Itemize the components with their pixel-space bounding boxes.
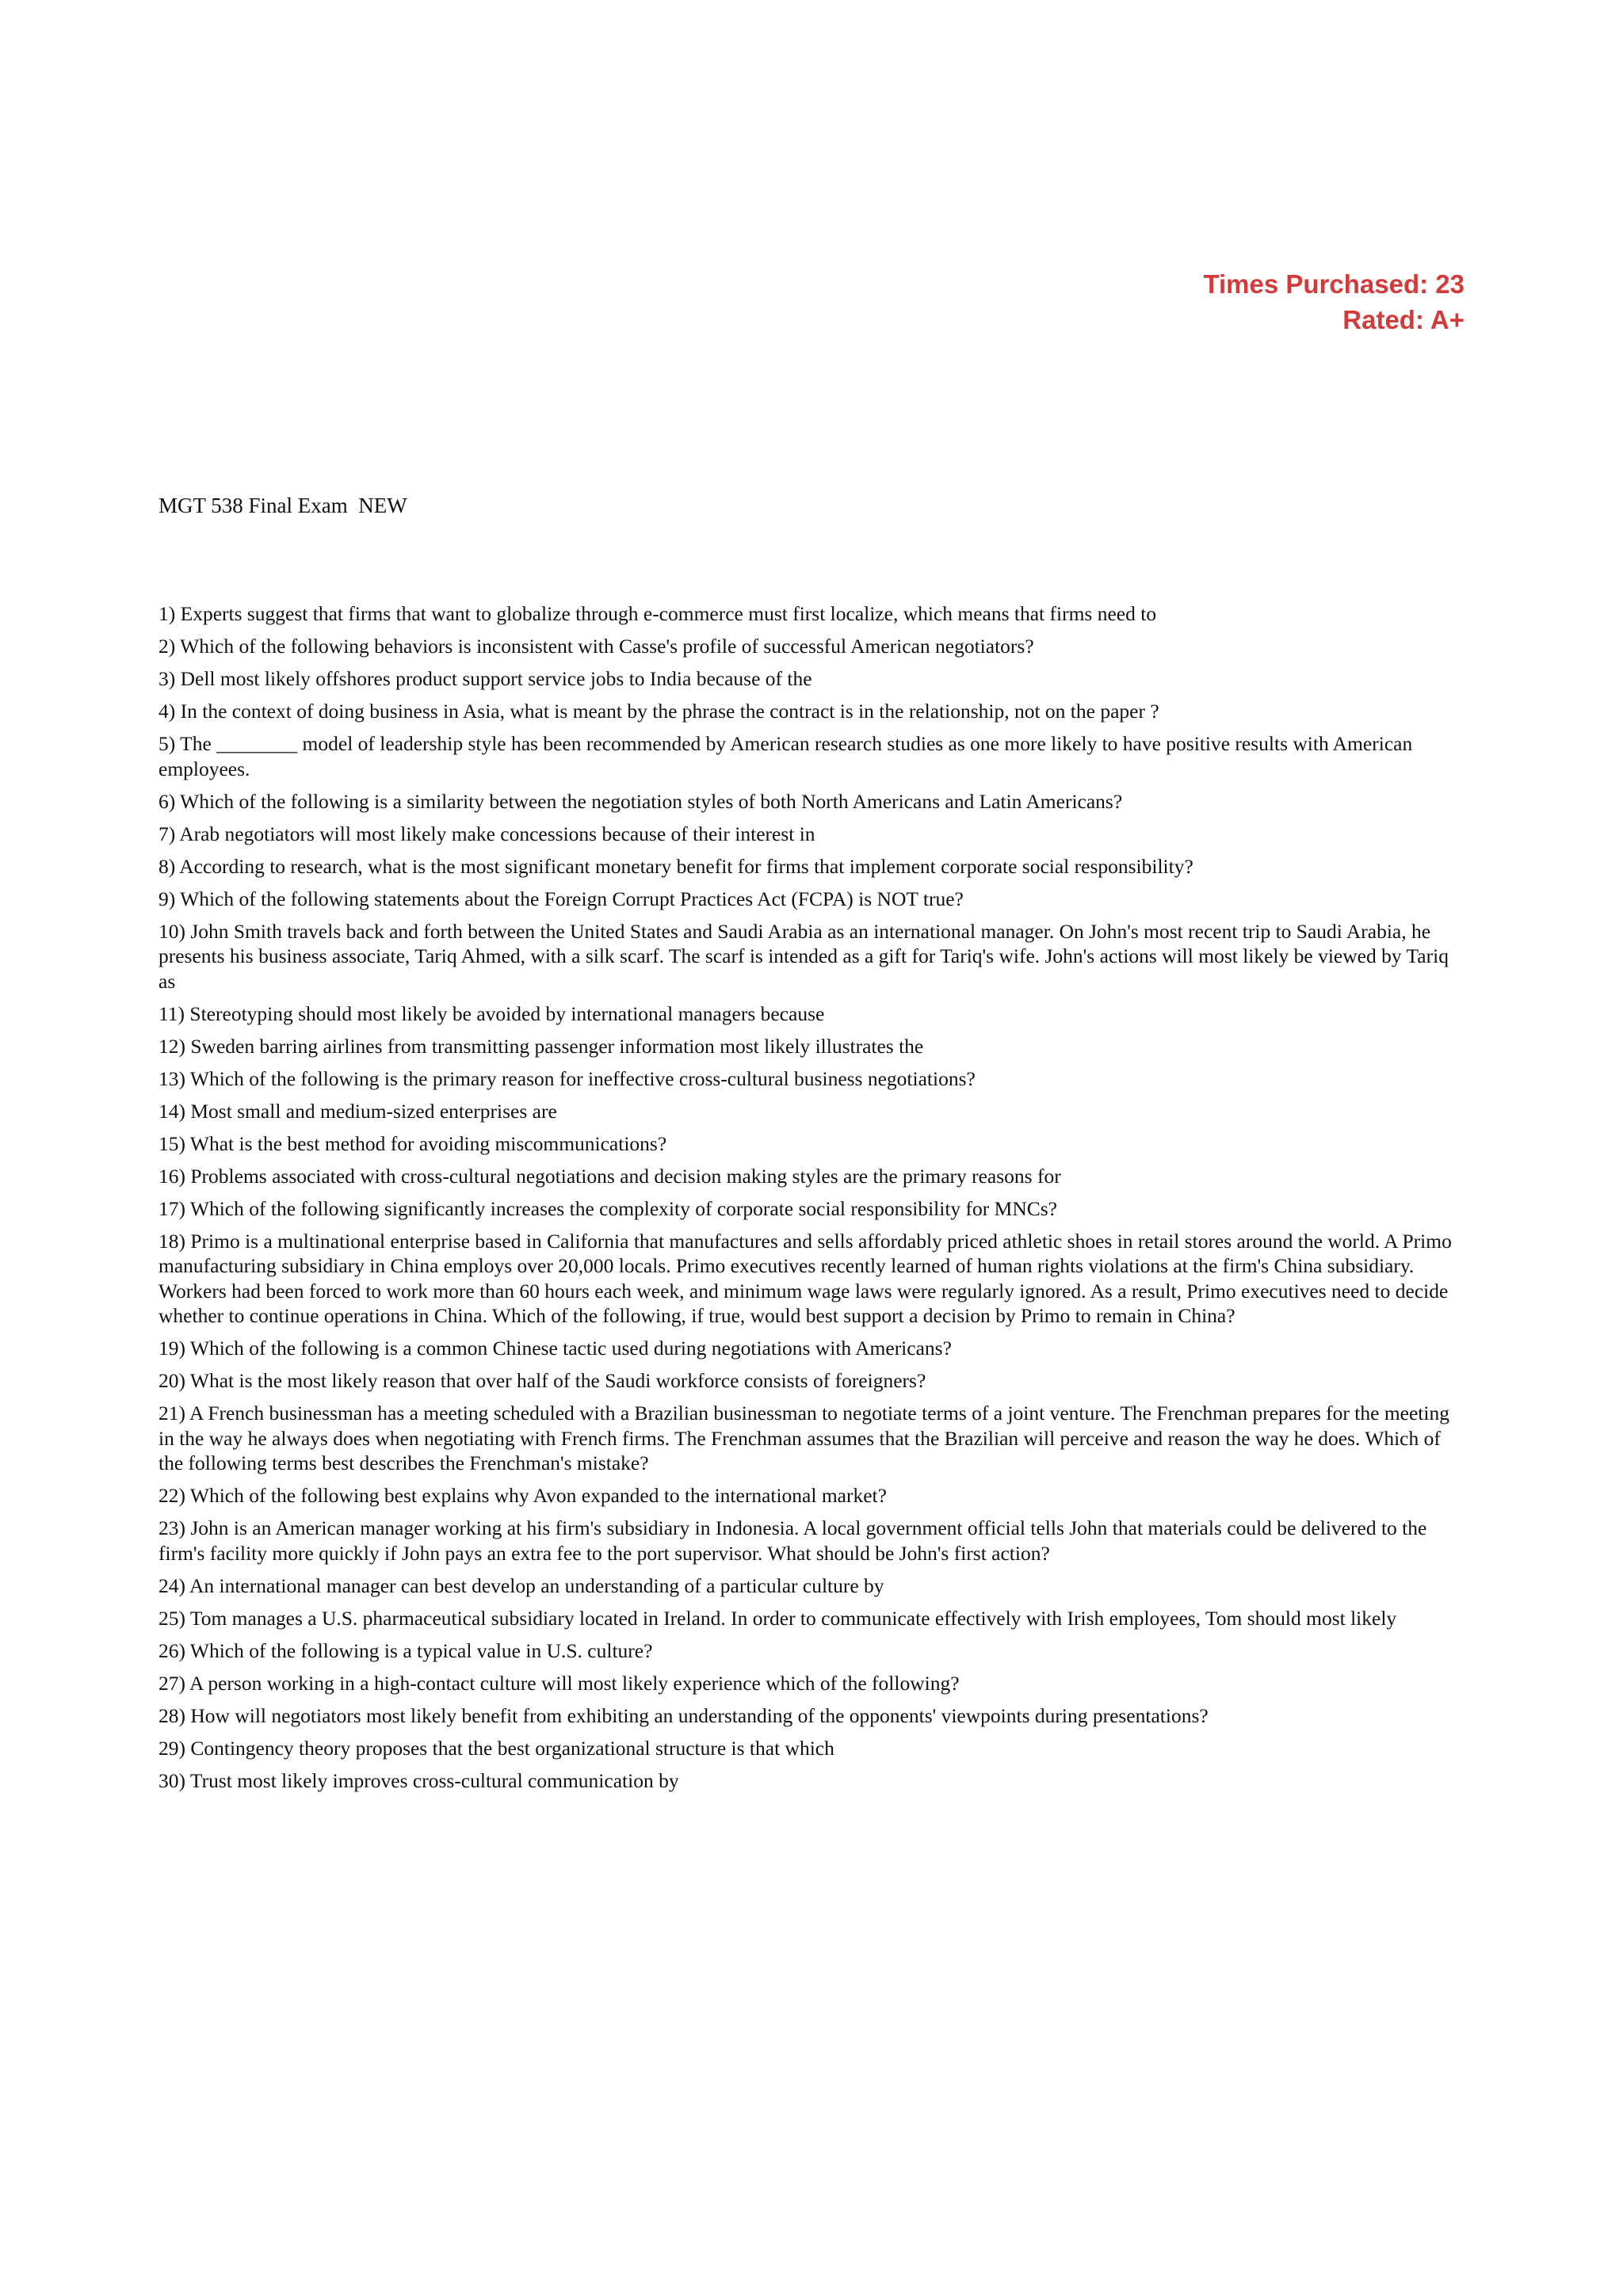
question-item: 6) Which of the following is a similarity between the negotiation styles of both North Americans and Latin Americans?: [158, 789, 1123, 813]
rating-label: Rated: A+: [1342, 305, 1465, 334]
question-item: 27) A person working in a high-contact culture will most likely experience which of the following?: [158, 1671, 960, 1695]
question-item: 19) Which of the following is a common Chinese tactic used during negotiations with Americans?: [158, 1337, 952, 1360]
purchase-info-block: [1203, 266, 1465, 338]
question-item: 23) John is an American manager working at his firm's subsidiary in Indonesia. A local government official tells John that materials could be delivered to the firm's facility more quickly if John pays an extra fee to the port supervisor. What should be John's first action?: [158, 1516, 1427, 1565]
question-item: 26) Which of the following is a typical value in U.S. culture?: [158, 1638, 653, 1662]
question-item: 29) Contingency theory proposes that the best organizational structure is that which: [158, 1736, 834, 1760]
times-purchased-label: Times Purchased: 23: [1203, 269, 1465, 299]
question-item: 2) Which of the following behaviors is inconsistent with Casse's profile of successful American negotiators?: [158, 635, 1034, 658]
question-item: 7) Arab negotiators will most likely make concessions because of their interest in: [158, 822, 815, 845]
question-item: 16) Problems associated with cross-cultural negotiations and decision making styles are the primary reasons for: [158, 1164, 1061, 1188]
question-item: 10) John Smith travels back and forth between the United States and Saudi Arabia as an international manager. On John's most recent trip to Saudi Arabia, he presents his business associate, Tariq Ahmed, with a silk scarf. The scarf is intended as a gift for Tariq's wife. John's actions will most likely be viewed by Tariq as: [158, 919, 1449, 993]
question-item: 9) Which of the following statements about the Foreign Corrupt Practices Act (FCPA) is NOT true?: [158, 887, 964, 910]
question-item: 17) Which of the following significantly increases the complexity of corporate social responsibility for MNCs?: [158, 1196, 1058, 1220]
question-item: 24) An international manager can best develop an understanding of a particular culture by: [158, 1573, 884, 1597]
question-item: 1) Experts suggest that firms that want to globalize through e-commerce must first localize, which means that firms need to: [158, 602, 1157, 625]
question-item: 13) Which of the following is the primary reason for ineffective cross-cultural business negotiations?: [158, 1066, 976, 1090]
question-item: 8) According to research, what is the most significant monetary benefit for firms that implement corporate social responsibility?: [158, 854, 1193, 878]
question-item: 5) The ________ model of leadership style has been recommended by American research studies as one more likely to have positive results with American employees.: [158, 732, 1413, 780]
question-item: 18) Primo is a multinational enterprise based in California that manufactures and sells affordably priced athletic shoes in retail stores around the world. A Primo manufacturing subsidiary in China employs over 20,000 locals. Primo executives recently learned of human rights violations at the firm's China subsidiary. Workers had been forced to work more than 60 hours each week, and minimum wage laws were regularly ignored. As a result, Primo executives need to decide whether to continue operations in China. Which of the following, if true, would best support a decision by Primo to remain in China?: [158, 1229, 1452, 1327]
question-item: 25) Tom manages a U.S. pharmaceutical subsidiary located in Ireland. In order to communicate effectively with Irish employees, Tom should most likely: [158, 1606, 1397, 1630]
question-item: 12) Sweden barring airlines from transmitting passenger information most likely illustrates the: [158, 1034, 924, 1058]
question-item: 14) Most small and medium-sized enterprises are: [158, 1099, 557, 1123]
question-item: 21) A French businessman has a meeting scheduled with a Brazilian businessman to negotiate terms of a joint venture. The Frenchman prepares for the meeting in the way he always does when negotiating with French firms. The Frenchman assumes that the Brazilian will perceive and reason the way he does. Which of the following terms best describes the Frenchman's mistake?: [158, 1402, 1449, 1474]
question-item: 28) How will negotiators most likely benefit from exhibiting an understanding of the opponents' viewpoints during presentations?: [158, 1703, 1209, 1727]
question-item: 3) Dell most likely offshores product support service jobs to India because of the: [158, 667, 812, 690]
question-item: 22) Which of the following best explains why Avon expanded to the international market?: [158, 1484, 887, 1507]
question-item: 4) In the context of doing business in Asia, what is meant by the phrase the contract is in the relationship, not on the paper ?: [158, 700, 1159, 723]
question-item: 20) What is the most likely reason that over half of the Saudi workforce consists of foreigners?: [158, 1369, 926, 1392]
document-title: MGT 538 Final Exam NEW: [158, 494, 407, 517]
question-item: 30) Trust most likely improves cross-cultural communication by: [158, 1768, 679, 1792]
question-list: [158, 601, 1452, 1801]
question-item: 11) Stereotyping should most likely be avoided by international managers because: [158, 1001, 825, 1025]
question-item: 15) What is the best method for avoiding miscommunications?: [158, 1131, 667, 1155]
